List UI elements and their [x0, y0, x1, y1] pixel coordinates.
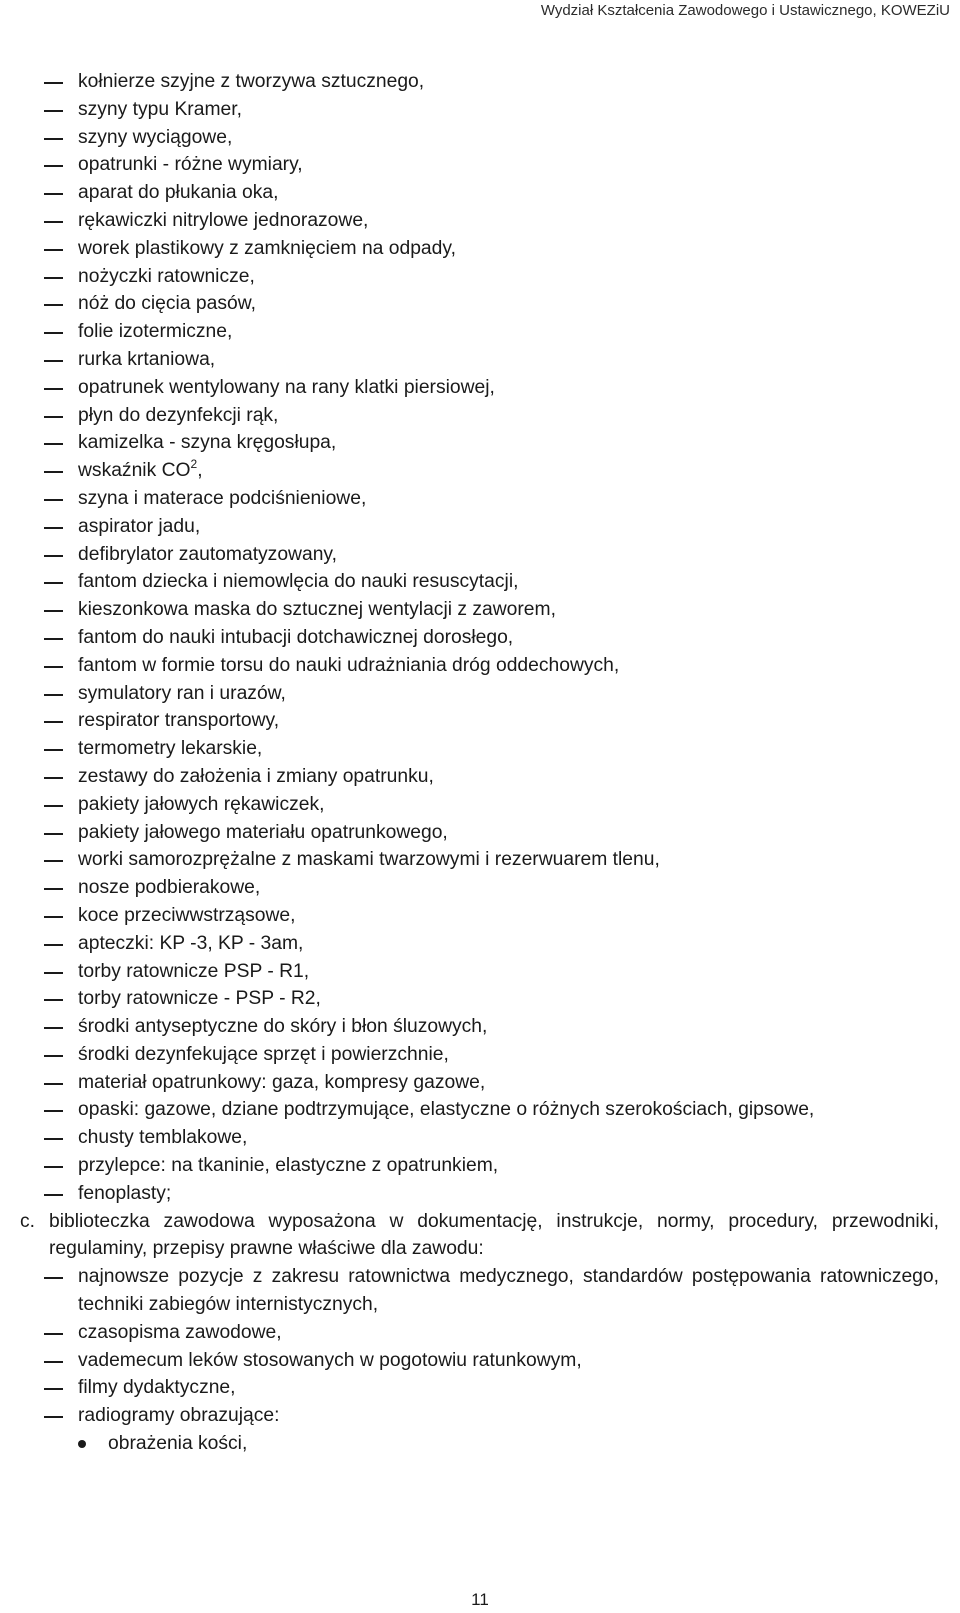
list-item-text: pakiety jałowych rękawiczek, — [78, 793, 325, 815]
document-content — [0, 68, 960, 1458]
list-item — [0, 1041, 960, 1069]
dash-marker — [44, 1361, 63, 1363]
list-item-text: płyn do dezynfekcji rąk, — [78, 404, 279, 426]
dash-marker — [44, 110, 63, 112]
list-item — [0, 624, 960, 652]
list-item — [0, 791, 960, 819]
page-header: Wydział Kształcenia Zawodowego i Ustawicznego, KOWEZiU — [540, 2, 950, 19]
list-item — [0, 846, 960, 874]
co2-subscript: 2 — [190, 457, 198, 472]
list-item — [0, 1096, 960, 1124]
list-item-text: worek plastikowy z zamknięciem na odpady, — [78, 237, 456, 259]
list-item — [0, 707, 960, 735]
list-item — [0, 568, 960, 596]
list-item-text: szyna i materace podciśnieniowe, — [78, 487, 367, 509]
list-item — [0, 1374, 960, 1402]
list-item — [0, 1152, 960, 1180]
list-item-text: apteczki: KP -3, KP - 3am, — [78, 932, 304, 954]
list-item — [0, 763, 960, 791]
equipment-list — [0, 68, 960, 1208]
co2-suffix: , — [197, 460, 203, 482]
bullet-item — [0, 1430, 960, 1458]
library-list — [0, 1263, 960, 1430]
dash-marker — [44, 638, 63, 640]
list-item — [0, 874, 960, 902]
dash-marker — [44, 138, 63, 140]
dash-marker — [44, 1277, 63, 1279]
list-item — [0, 346, 960, 374]
list-item-text: szyny wyciągowe, — [78, 126, 233, 148]
dash-marker — [44, 610, 63, 612]
list-item-text: rękawiczki nitrylowe jednorazowe, — [78, 209, 369, 231]
dash-marker — [44, 805, 63, 807]
list-item-text: kieszonkowa maska do sztucznej wentylacji z zaworem, — [78, 599, 556, 621]
list-item-text: nóż do cięcia pasów, — [78, 293, 256, 315]
list-item-text: respirator transportowy, — [78, 710, 280, 732]
list-item — [0, 1013, 960, 1041]
list-item — [0, 652, 960, 680]
dash-marker — [44, 1027, 63, 1029]
dash-marker — [44, 1333, 63, 1335]
list-item-text: fenoplasty; — [78, 1182, 172, 1204]
dash-marker — [44, 777, 63, 779]
list-item-text: środki antyseptyczne do skóry i błon śluzowych, — [78, 1016, 488, 1038]
dash-marker — [44, 499, 63, 501]
dash-marker — [44, 1138, 63, 1140]
list-item — [0, 596, 960, 624]
list-item-text: vademecum leków stosowanych w pogotowiu ratunkowym, — [78, 1349, 582, 1371]
list-item — [0, 1069, 960, 1097]
dash-marker — [44, 249, 63, 251]
list-item-text: zestawy do założenia i zmiany opatrunku, — [78, 765, 434, 787]
list-item-text: fantom do nauki intubacji dotchawicznej dorosłego, — [78, 626, 514, 648]
dash-marker — [44, 582, 63, 584]
dash-marker — [44, 304, 63, 306]
dash-marker — [44, 1194, 63, 1196]
list-item-text: koce przeciwwstrząsowe, — [78, 904, 296, 926]
list-item — [0, 1319, 960, 1347]
dash-marker — [44, 888, 63, 890]
dash-marker — [44, 999, 63, 1001]
list-item — [0, 680, 960, 708]
list-item-text: rurka krtaniowa, — [78, 348, 216, 370]
list-item-text: pakiety jałowego materiału opatrunkowego, — [78, 821, 448, 843]
dash-marker — [44, 277, 63, 279]
list-item — [0, 290, 960, 318]
list-item-text: kamizelka - szyna kręgosłupa, — [78, 432, 337, 454]
bullet-marker — [78, 1440, 86, 1448]
dash-marker — [44, 749, 63, 751]
section-text: biblioteczka zawodowa wyposażona w dokumentację, instrukcje, normy, procedury, przewodniki, regulaminy, przepisy prawne właściwe dla zawodu: — [49, 1210, 939, 1260]
list-item — [0, 735, 960, 763]
list-item-text: opatrunek wentylowany na rany klatki piersiowej, — [78, 376, 495, 398]
list-item — [0, 513, 960, 541]
list-item — [0, 985, 960, 1013]
list-item — [0, 263, 960, 291]
list-item-text: worki samorozprężalne z maskami twarzowymi i rezerwuarem tlenu, — [78, 849, 660, 871]
dash-marker — [44, 1083, 63, 1085]
list-item — [0, 179, 960, 207]
list-item — [0, 374, 960, 402]
list-item-text: kołnierze szyjne z tworzywa sztucznego, — [78, 71, 425, 92]
list-item-text: fantom dziecka i niemowlęcia do nauki resuscytacji, — [78, 571, 519, 593]
dash-marker — [44, 193, 63, 195]
list-item — [0, 68, 960, 96]
dash-marker — [44, 416, 63, 418]
list-item-text: chusty temblakowe, — [78, 1127, 248, 1149]
list-item — [0, 541, 960, 569]
list-item-text: materiał opatrunkowy: gaza, kompresy gazowe, — [78, 1071, 486, 1093]
dash-marker — [44, 1388, 63, 1390]
list-item-text: opatrunki - różne wymiary, — [78, 154, 303, 176]
list-item-text: termometry lekarskie, — [78, 738, 263, 760]
list-item — [0, 819, 960, 847]
dash-marker — [44, 1055, 63, 1057]
dash-marker — [44, 471, 63, 473]
dash-marker — [44, 1166, 63, 1168]
list-item — [0, 96, 960, 124]
list-item — [0, 1347, 960, 1375]
dash-marker — [44, 1416, 63, 1418]
list-item — [0, 902, 960, 930]
dash-marker — [44, 1110, 63, 1112]
dash-marker — [44, 360, 63, 362]
dash-marker — [44, 388, 63, 390]
list-item-co2 — [0, 457, 960, 485]
dash-marker — [44, 721, 63, 723]
list-item-text: radiogramy obrazujące: — [78, 1405, 280, 1427]
list-item-text: symulatory ran i urazów, — [78, 682, 286, 704]
dash-marker — [44, 916, 63, 918]
list-item — [0, 930, 960, 958]
section-marker: c. — [20, 1210, 35, 1232]
list-item — [0, 235, 960, 263]
list-item-text: nosze podbierakowe, — [78, 877, 261, 899]
list-item — [0, 485, 960, 513]
list-item — [0, 958, 960, 986]
list-item-text: aspirator jadu, — [78, 515, 201, 537]
dash-marker — [44, 860, 63, 862]
dash-marker — [44, 165, 63, 167]
dash-marker — [44, 833, 63, 835]
bullet-item-text: obrażenia kości, — [108, 1433, 248, 1455]
list-item — [0, 1180, 960, 1208]
list-item-text: torby ratownicze PSP - R1, — [78, 960, 310, 982]
dash-marker — [44, 332, 63, 334]
list-item — [0, 429, 960, 457]
list-item — [0, 1124, 960, 1152]
list-item-text: folie izotermiczne, — [78, 321, 233, 343]
list-item-text: filmy dydaktyczne, — [78, 1377, 236, 1399]
dash-marker — [44, 527, 63, 529]
list-item — [0, 402, 960, 430]
list-item-text: fantom w formie torsu do nauki udrażniania dróg oddechowych, — [78, 654, 620, 676]
list-item-text: szyny typu Kramer, — [78, 98, 242, 120]
list-item-text: aparat do płukania oka, — [78, 182, 279, 204]
dash-marker — [44, 972, 63, 974]
page-number: 11 — [471, 1590, 489, 1609]
list-item-text: opaski: gazowe, dziane podtrzymujące, elastyczne o różnych szerokościach, gipsowe, — [78, 1099, 815, 1121]
list-item — [0, 151, 960, 179]
list-item-text: nożyczki ratownicze, — [78, 265, 255, 287]
co2-text: wskaźnik CO — [78, 460, 191, 482]
dash-marker — [44, 666, 63, 668]
list-item-text: najnowsze pozycje z zakresu ratownictwa medycznego, standardów postępowania ratowniczego, techniki zabiegów internistycznych, — [78, 1266, 939, 1316]
list-item — [0, 1263, 960, 1319]
list-item — [0, 1402, 960, 1430]
list-item-text: środki dezynfekujące sprzęt i powierzchnie, — [78, 1043, 449, 1065]
list-item-text: defibrylator zautomatyzowany, — [78, 543, 337, 565]
dash-marker — [44, 82, 63, 84]
list-item-text: przylepce: na tkaninie, elastyczne z opatrunkiem, — [78, 1155, 499, 1177]
radiogram-list — [0, 1430, 960, 1458]
list-item-text: torby ratownicze - PSP - R2, — [78, 988, 321, 1010]
dash-marker — [44, 944, 63, 946]
list-item — [0, 318, 960, 346]
dash-marker — [44, 555, 63, 557]
list-item — [0, 207, 960, 235]
list-item — [0, 124, 960, 152]
section-c — [0, 1208, 960, 1264]
dash-marker — [44, 221, 63, 223]
list-item-text: czasopisma zawodowe, — [78, 1321, 282, 1343]
dash-marker — [44, 443, 63, 445]
dash-marker — [44, 694, 63, 696]
